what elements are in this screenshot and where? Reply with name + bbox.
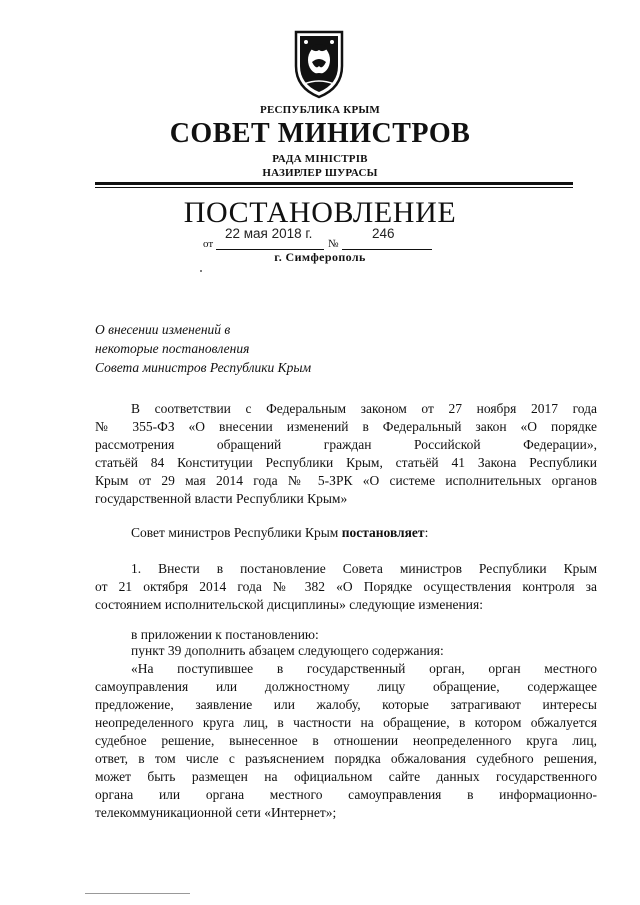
text-line: № 355-ФЗ «О внесении изменений в Федеральный закон «О порядке <box>95 419 597 434</box>
subject-line: некоторые постановления <box>95 341 250 356</box>
text-line: «На поступившее в государственный орган, орган местного <box>131 661 597 676</box>
document-number: 246 <box>372 226 395 241</box>
text-line: телекоммуникационной сети «Интернет»; <box>95 805 337 820</box>
coat-of-arms-icon <box>290 26 348 100</box>
point-39-line: пункт 39 дополнить абзацем следующего содержания: <box>131 643 444 658</box>
council-name-ua: РАДА МІНІСТРІВ <box>272 153 368 165</box>
document-date: 22 мая 2018 г. <box>225 226 313 241</box>
text-line: статьёй 84 Конституции Республики Крым, статьёй 41 Закона Республики <box>95 455 597 470</box>
document-subject <box>95 320 311 377</box>
text-line: ответ, в том числе с разъяснением порядка обжалования судебного решения, <box>95 751 597 766</box>
text-line: В соответствии с Федеральным законом от 27 ноября 2017 года <box>131 401 597 416</box>
resolves-keyword: постановляет <box>341 525 425 540</box>
preamble-paragraph <box>95 400 597 508</box>
footer-rule <box>85 893 190 894</box>
annex-line: в приложении к постановлению: <box>131 627 319 642</box>
header-rule-thick <box>95 182 573 185</box>
subject-line: О внесении изменений в <box>95 322 231 337</box>
resolves-line <box>95 524 597 542</box>
date-label: от <box>203 238 214 250</box>
resolves-prefix: Совет министров Республики Крым <box>131 525 342 540</box>
republic-name: РЕСПУБЛИКА КРЫМ <box>260 104 380 116</box>
item-1-paragraph <box>95 560 597 614</box>
header-rule-thin <box>95 187 573 188</box>
number-label: № <box>328 238 339 250</box>
text-line: рассмотрения обращений граждан Российской Федерации», <box>95 437 597 452</box>
issue-place: г. Симферополь <box>274 250 366 264</box>
text-line: предложение, заявление или жалобу, которые затрагивают интересы <box>95 697 597 712</box>
council-name: СОВЕТ МИНИСТРОВ <box>169 118 471 149</box>
resolves-suffix: : <box>424 525 429 540</box>
text-line: состоянием исполнительской дисциплины» следующие изменения: <box>95 597 483 612</box>
text-line: государственной власти Республики Крым» <box>95 491 348 506</box>
text-line: органа или органа местного самоуправления в информационно- <box>95 787 597 802</box>
quoted-paragraph <box>95 660 597 822</box>
text-line: самоуправления или должностному лицу обращение, содержащее <box>95 679 597 694</box>
document-type-title: ПОСТАНОВЛЕНИЕ <box>183 196 457 229</box>
text-line: судебное решение, вынесенное в отношении неопределенного круга лиц, <box>95 733 597 748</box>
council-name-crimean-tatar: НАЗИРЛЕР ШУРАСЫ <box>262 167 378 179</box>
text-line: от 21 октября 2014 года № 382 «О Порядке осуществления контроля за <box>95 579 597 594</box>
text-line: может быть размещен на официальном сайте данных государственного <box>95 769 597 784</box>
text-line: Крым от 29 мая 2014 года № 5-ЗРК «О системе исполнительных органов <box>95 473 597 488</box>
text-line: 1. Внести в постановление Совета министров Республики Крым <box>131 561 597 576</box>
text-line: неопределенного круга лиц, в частности на обращение, в котором обжалуется <box>95 715 597 730</box>
subject-line: Совета министров Республики Крым <box>95 360 312 375</box>
scan-speck <box>200 270 202 272</box>
